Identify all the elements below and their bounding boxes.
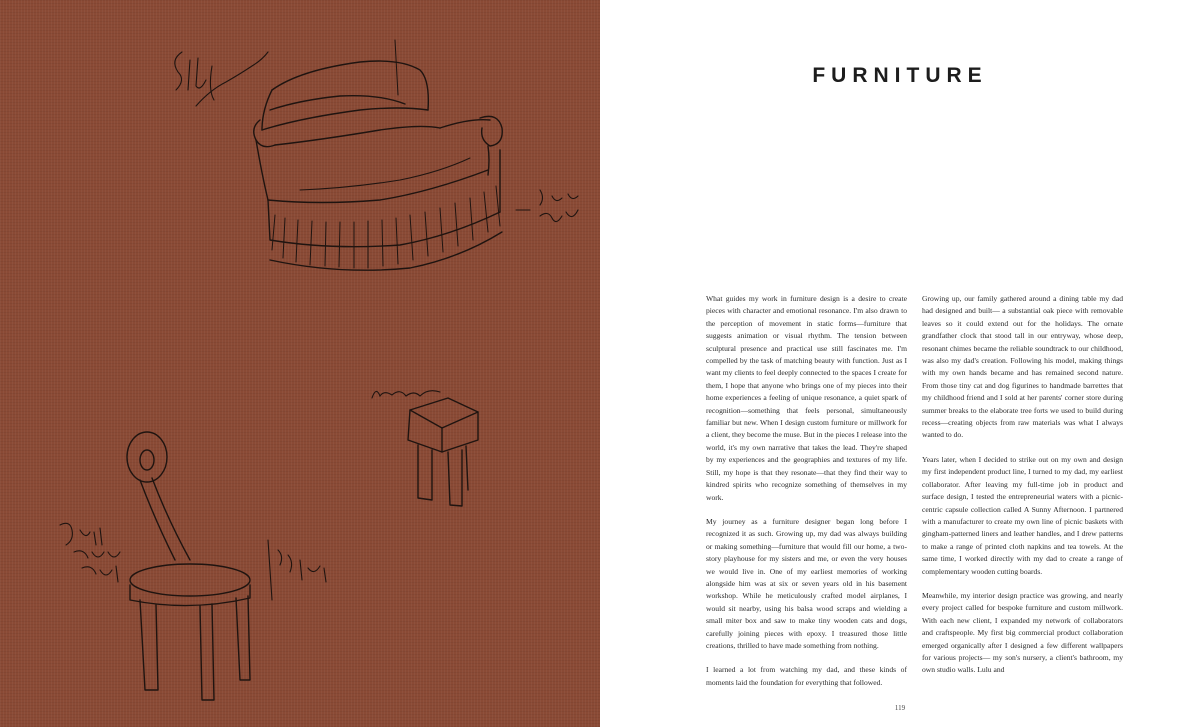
paragraph: Meanwhile, my interior design practice was growing, and nearly every project called for bespoke furniture and custom millwork. With each new client, I expanded my network of collaborators and craftspeople. My first big commercial product collaboration emerged organically after I designed a few different wallpapers for various projects— my son's nursery, a client's bathroom, my own studio walls. Lulu and — [922, 590, 1123, 675]
text-page — [600, 0, 1200, 727]
page-title: FURNITURE — [812, 64, 988, 87]
chair-sketch — [127, 432, 250, 700]
column-right — [922, 293, 1123, 701]
armchair-sketch — [254, 40, 503, 270]
stool-sketch — [408, 398, 478, 506]
paragraph: Years later, when I decided to strike out on my own and design my first independent product line, I turned to my dad, my earliest collaborator. After leaving my full-time job in product and surface design, I tested the entrepreneurial waters with a picnic-centric capsule collection called A Sunny Afternoon. I partnered with a manufacturer to create my own line of picnic baskets with gingham-patterned liners and leather handles, and I drew patterns to make a range of printed cloth napkins and tea towels. At the same time, I worked directly with my dad to create a range of complementary wooden cutting boards. — [922, 454, 1123, 576]
paragraph: My journey as a furniture designer began long before I recognized it as such. Growing up, my dad was always building or making something—furniture that would fill our home, a two-story playhouse for my sisters and me, or even the very houses we would live in. One of my earliest memories of working alongside him was at six or seven years old in his basement workshop. While he meticulously crafted model airplanes, I would sit nearby, using his balsa wood scraps and wielding a small miter box and saw to make tiny wooden cats and dogs, carefully joining pieces with epoxy. I treasured those little creations, thrilled to have made something from nothing. — [706, 516, 907, 650]
paragraph: I learned a lot from watching my dad, and these kinds of moments laid the foundation for everything that followed. — [706, 665, 907, 687]
paragraph: Growing up, our family gathered around a dining table my dad had designed and built— a substantial oak piece with removable leaves so it could extend out for the holidays. The ornate grandfather clock that stood tall in our entryway, whose deep, resonant chimes became the reliable soundtrack to our childhood, was also my dad's creation. Following his model, making things with my own hands became and has remained second nature. From those tiny cat and dog figurines to handmade barrettes that my childhood friend and I sold at her parents' corner store during summer breaks to the elaborate tree forts we used to build during recess—creating objects from raw materials was what I always wanted to do. — [922, 294, 1123, 440]
page-number: 119 — [894, 704, 906, 712]
body-columns — [706, 293, 1123, 701]
column-left — [706, 293, 907, 701]
handwritten-notes — [60, 52, 578, 600]
paragraph: What guides my work in furniture design is a desire to create pieces with character and emotional resonance. I'm also drawn to the perception of movement in static forms—furniture that suggests animation or visual rhythm. The tension between sculptural presence and practical use still fascinates me. I'm compelled by the task of matching beauty with function. Just as I want my clients to feel deeply connected to the spaces I create for them, I hope that anyone who brings one of my pieces into their home experiences a feeling of unique resonance, a quiet spark of recognition—something that feels personal, simultaneously familiar but new. When I design custom furniture or millwork for a client, they become the muse. But in the pieces I release into the world, it's my own narrative that takes the lead. They're shaped by my experiences and the geographies and textures of my life. Still, my hope is that they resonate—that they find their way to kindred spirits who recognize something of themselves in my work. — [706, 294, 907, 502]
